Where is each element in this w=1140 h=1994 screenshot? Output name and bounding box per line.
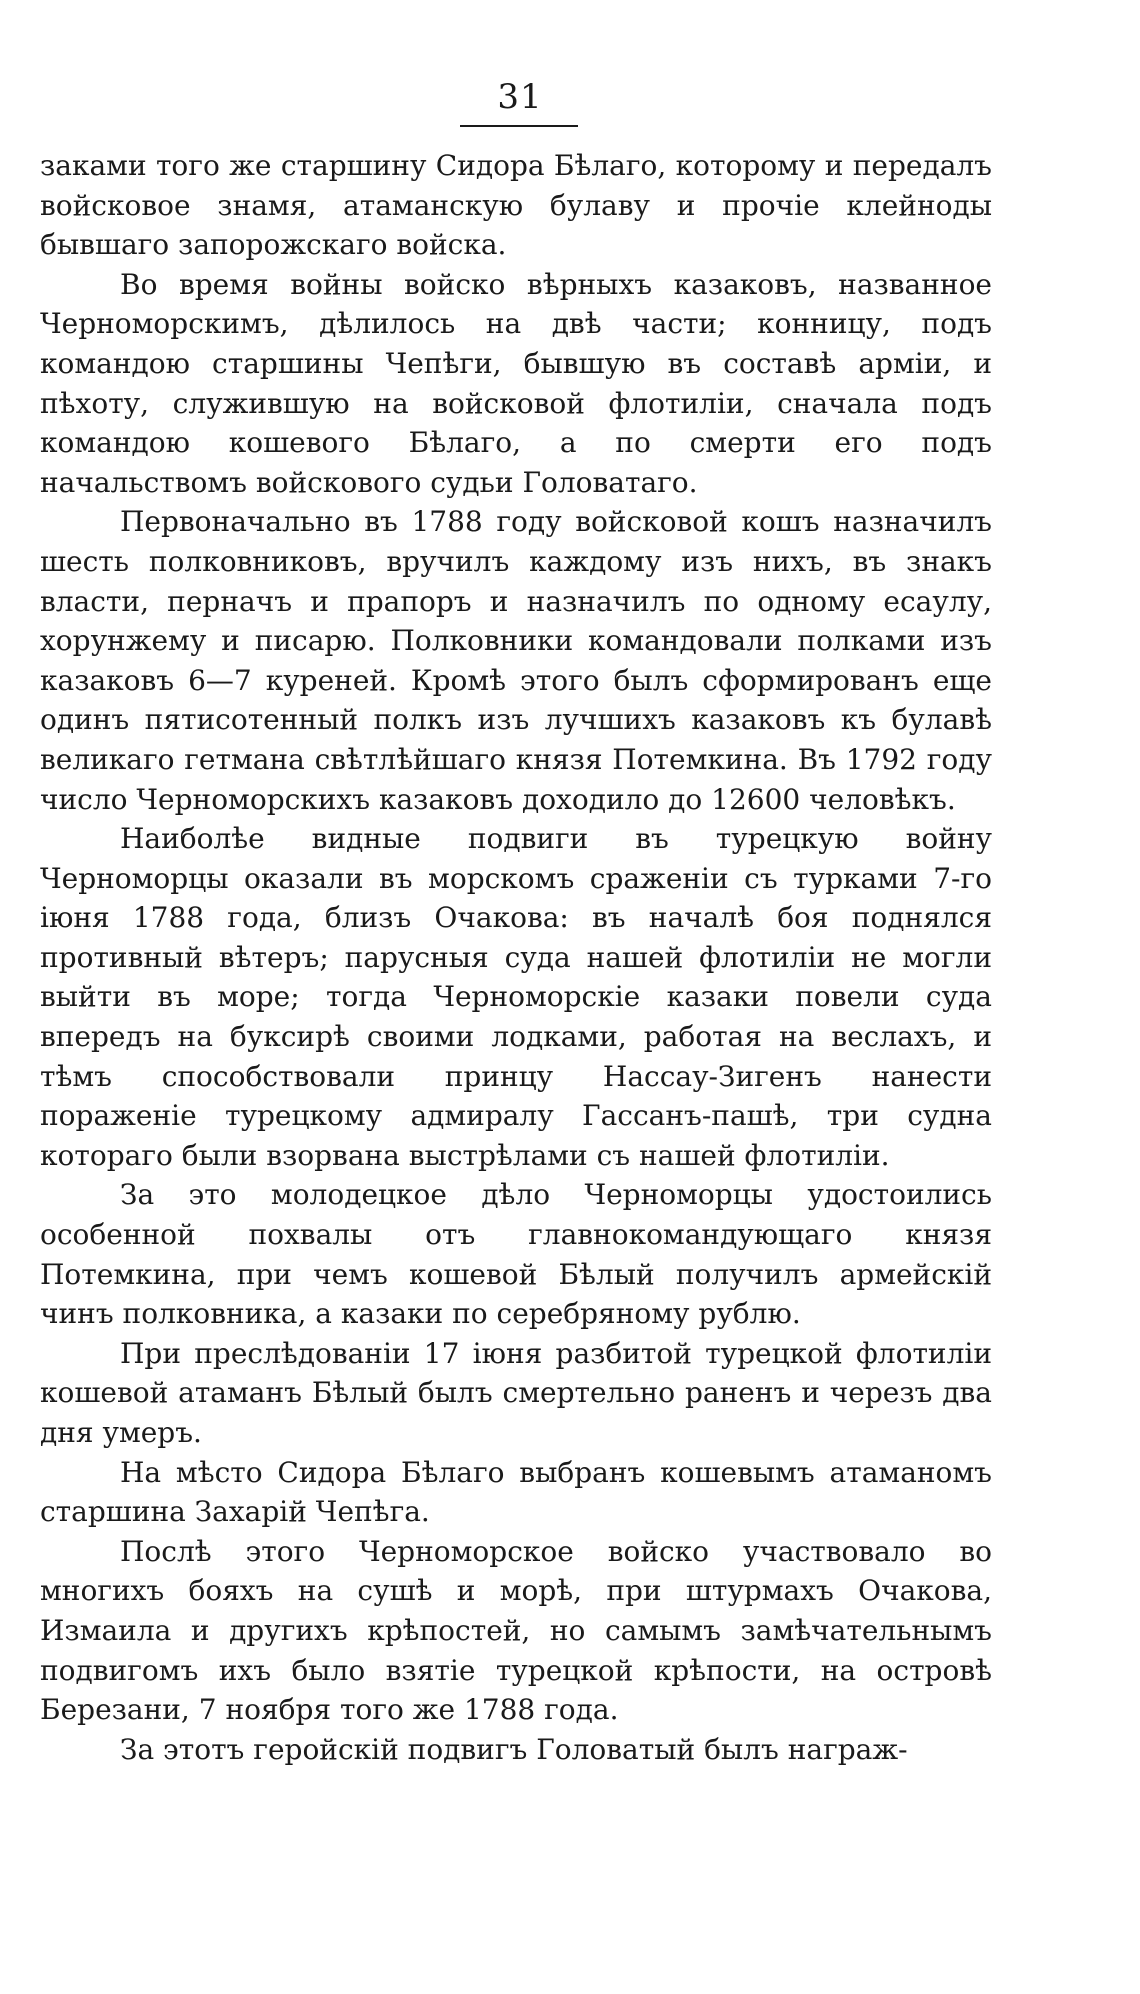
paragraph: При преслѣдованiи 17 iюня разбитой турецкой флотилiи кошевой атаманъ Бѣлый былъ смертельно раненъ и черезъ два дня умеръ. — [40, 1336, 992, 1449]
paragraph: Наиболѣе видные подвиги въ турецкую войну Черноморцы оказали въ морскомъ сраженiи съ турками 7-го iюня 1788 года, близъ Очакова: въ началѣ боя поднялся противный вѣтеръ; парусныя суда нашей флотилiи не могли выйти въ море; тогда Черноморскiе казаки повели суда впередъ на буксирѣ своими лодками, работая на веслахъ, и тѣмъ способствовали принцу Нассау-Зигенъ нанести пораженiе турецкому адмиралу Гассанъ-пашѣ, три судна котораго были взорвана выстрѣлами съ нашей флотилiи. — [40, 822, 992, 1172]
paragraph: Послѣ этого Черноморское войско участвовало во многихъ бояхъ на сушѣ и морѣ, при штурмахъ Очакова, Измаила и другихъ крѣпостей, но самымъ замѣчательнымъ подвигомъ ихъ было взятiе турецкой крѣпости, на островѣ Березани, 7 ноября того же 1788 года. — [40, 1534, 992, 1727]
paragraph: Первоначально въ 1788 году войсковой кошъ назначилъ шесть полковниковъ, вручилъ каждому изъ нихъ, въ знакъ власти, перначъ и прапоръ и назначилъ по одному есаулу, хорунжему и писарю. Полковники командовали полками изъ казаковъ 6—7 куреней. Кромѣ этого былъ сформированъ еще одинъ пятисотенный полкъ изъ лучшихъ казаковъ къ булавѣ великаго гетмана свѣтлѣйшаго князя Потемкина. Въ 1792 году число Черноморскихъ казаковъ доходило до 12600 человѣкъ. — [40, 505, 992, 816]
header-rule — [460, 125, 578, 127]
paragraph: Во время войны войско вѣрныхъ казаковъ, названное Черноморскимъ, дѣлилось на двѣ части; конницу, подъ командою старшины Чепѣги, бывшую въ составѣ армiи, и пѣхоту, служившую на войсковой флотилiи, сначала подъ командою кошевого Бѣлаго, а по смерти его подъ начальствомъ войскового судьи Головатаго. — [40, 267, 992, 499]
paragraph-continues: За этотъ геройскiй подвигъ Головатый былъ награж- — [120, 1732, 908, 1766]
paragraph: За это молодецкое дѣло Черноморцы удостоились особенной похвалы отъ главнокомандующаго князя Потемкина, при чемъ кошевой Бѣлый получилъ армейскiй чинъ полковника, а казаки по серебряному рублю. — [40, 1178, 992, 1331]
page-body — [40, 146, 992, 1769]
paragraph-continued: заками того же старшину Сидора Бѣлаго, которому и передалъ войсковое знамя, атаманскую булаву и прочiе клейноды бывшаго запорожскаго войска. — [40, 149, 992, 262]
paragraph: На мѣсто Сидора Бѣлаго выбранъ кошевымъ атаманомъ старшина Захарiй Чепѣга. — [40, 1455, 992, 1529]
page-number: 31 — [497, 77, 543, 117]
